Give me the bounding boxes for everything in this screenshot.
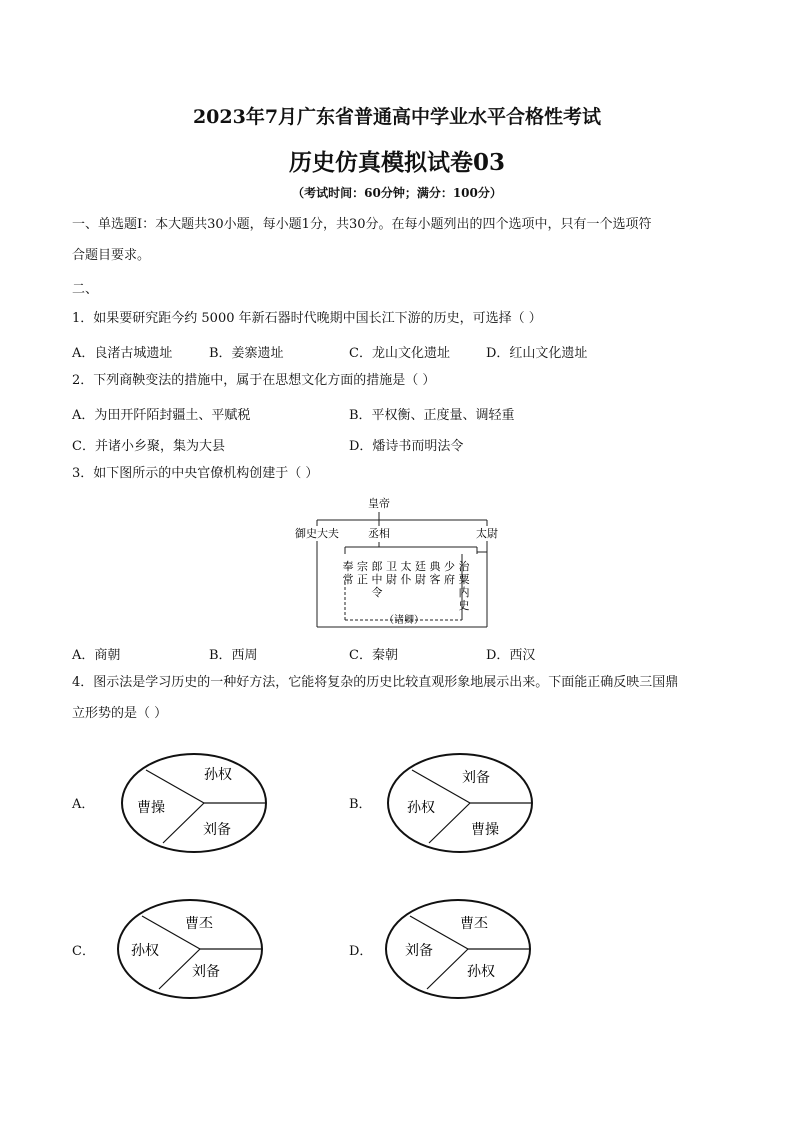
org-node-chancellor: 丞相 [368,527,390,540]
diagram-c-left-label: 孙权 [131,943,159,959]
q4-option-d[interactable]: D． [349,944,373,959]
three-kingdoms-diagram-a [118,750,270,860]
q2-option-d[interactable]: D．燔诗书而明法令 [349,439,464,454]
section-intro-line2: 合题目要求。 [72,248,151,263]
minister-5: 廷尉 [415,560,426,586]
three-kingdoms-diagram-d [382,896,534,1006]
central-bureaucracy-diagram [282,492,510,634]
question-1-stem: 1．如果要研究距今约 5000 年新石器时代晚期中国长江下游的历史，可选择（ ） [72,311,542,326]
exam-info: （考试时间：60分钟；满分：100分） [292,186,502,200]
diagram-c-lower-label: 刘备 [192,964,220,980]
q4-option-b[interactable]: B． [349,797,372,812]
q2-option-c[interactable]: C．并诸小乡聚，集为大县 [72,439,225,454]
org-node-zhuqing: （诸卿） [384,615,424,626]
org-node-yushidafu: 御史大夫 [295,527,339,540]
minister-4: 太仆 [400,560,412,586]
q3-option-b[interactable]: B．西周 [209,648,258,663]
q1-option-d[interactable]: D．红山文化遗址 [486,346,588,361]
q1-option-b[interactable]: B．姜寨遗址 [209,346,284,361]
minister-3: 卫尉 [386,560,397,586]
q1-option-a[interactable]: A．良渚古城遗址 [72,346,173,361]
org-node-taiwei: 太尉 [476,527,498,540]
question-2-stem: 2．下列商鞅变法的措施中，属于在思想文化方面的措施是（ ） [72,373,436,388]
exam-title: 2023年7月广东省普通高中学业水平合格性考试 [192,106,602,128]
minister-0: 奉常 [342,560,354,586]
minister-8: 治粟内史 [458,560,470,612]
section-intro-line1: 一、单选题Ⅰ：本大题共30小题，每小题1分，共30分。在每小题列出的四个选项中，只有一个选项符 [72,217,652,232]
question-4-stem-line1: 4．图示法是学习历史的一种好方法，它能将复杂的历史比较直观形象地展示出来。下面能正确反映三国鼎 [72,675,679,690]
q2-option-a[interactable]: A．为田开阡陌封疆土、平赋税 [72,408,251,423]
q3-option-c[interactable]: C．秦朝 [349,648,398,663]
q3-option-a[interactable]: A．商朝 [72,648,121,663]
three-kingdoms-diagram-b [384,750,536,860]
three-kingdoms-diagram-c [114,896,266,1006]
diagram-a-lower-label: 刘备 [203,822,231,838]
section-sub-marker: 二、 [72,282,99,297]
minister-2: 郎中令 [371,560,383,599]
q2-option-b[interactable]: B．平权衡、正度量、调轻重 [349,408,515,423]
diagram-b-upper-label: 刘备 [462,770,490,786]
diagram-d-left-label: 刘备 [405,943,433,959]
diagram-d-upper-label: 曹丕 [460,916,488,932]
diagram-a-upper-label: 孙权 [204,767,232,783]
org-node-emperor: 皇帝 [368,497,390,510]
q4-option-a[interactable]: A． [72,797,95,812]
q1-option-c[interactable]: C．龙山文化遗址 [349,346,450,361]
minister-1: 宗正 [357,560,368,586]
question-3-stem: 3．如下图所示的中央官僚机构创建于（ ） [72,466,319,481]
diagram-c-upper-label: 曹丕 [185,916,213,932]
minister-list [343,559,471,612]
minister-7: 少府 [444,560,455,586]
diagram-b-lower-label: 曹操 [471,822,499,838]
diagram-a-left-label: 曹操 [137,800,165,816]
q4-option-c[interactable]: C． [72,944,95,959]
minister-6: 典客 [429,560,441,586]
diagram-b-left-label: 孙权 [407,800,435,816]
question-4-stem-line2: 立形势的是（ ） [72,706,168,721]
diagram-d-lower-label: 孙权 [467,964,495,980]
q3-option-d[interactable]: D．西汉 [486,648,536,663]
paper-subtitle: 历史仿真模拟试卷03 [288,149,505,176]
